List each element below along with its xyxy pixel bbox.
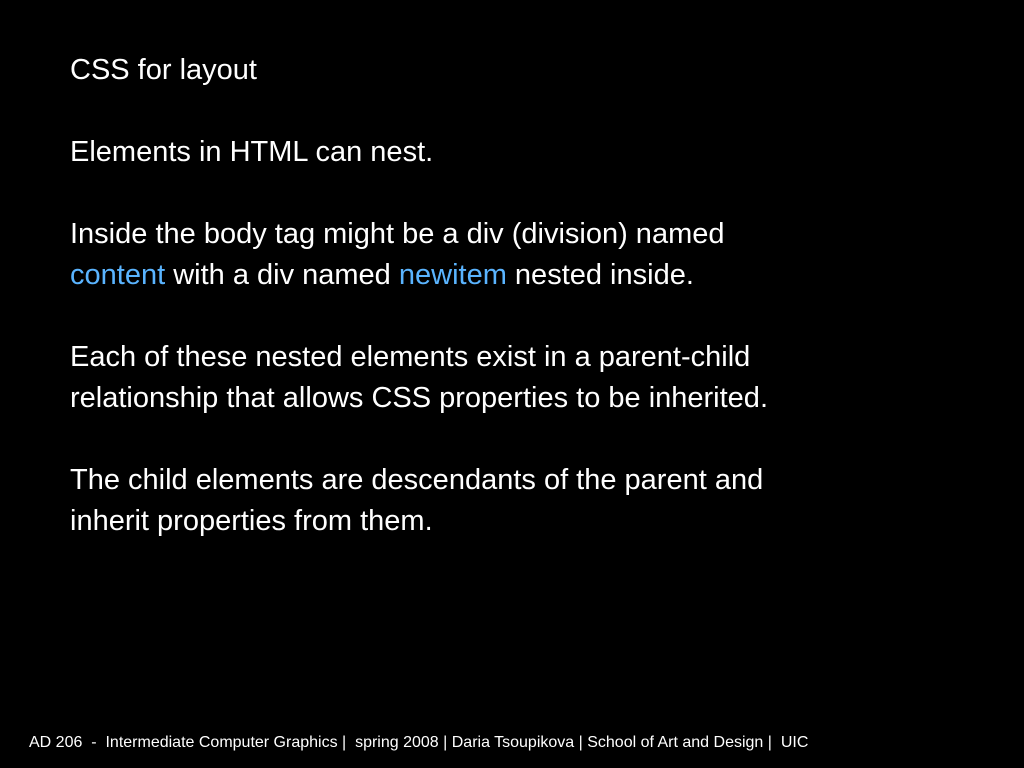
- slide-content: [70, 50, 970, 583]
- paragraph-descendants-line2: inherit properties from them.: [70, 505, 433, 537]
- paragraph-parent-child-line1: Each of these nested elements exist in a parent-child: [70, 341, 751, 373]
- paragraph-div-example: [70, 214, 970, 296]
- paragraph-parent-child-line2: relationship that allows CSS properties to be inherited.: [70, 382, 768, 414]
- slide-title: CSS for layout: [70, 54, 257, 86]
- term-newitem: newitem: [398, 259, 507, 291]
- paragraph-nesting: Elements in HTML can nest.: [70, 136, 434, 168]
- slide-footer: AD 206 - Intermediate Computer Graphics | spring 2008 | Daria Tsoupikova | School of Art and Design | UIC: [29, 734, 809, 751]
- term-content: content: [70, 259, 166, 291]
- paragraph-descendants-line1: The child elements are descendants of the parent and: [70, 464, 764, 496]
- paragraph-descendants: [70, 460, 970, 542]
- paragraph-div-example-line1: Inside the body tag might be a div (division) named: [70, 218, 725, 250]
- paragraph-div-example-end: nested inside.: [506, 259, 694, 291]
- paragraph-parent-child: [70, 337, 970, 419]
- paragraph-div-example-mid: with a div named: [165, 259, 399, 291]
